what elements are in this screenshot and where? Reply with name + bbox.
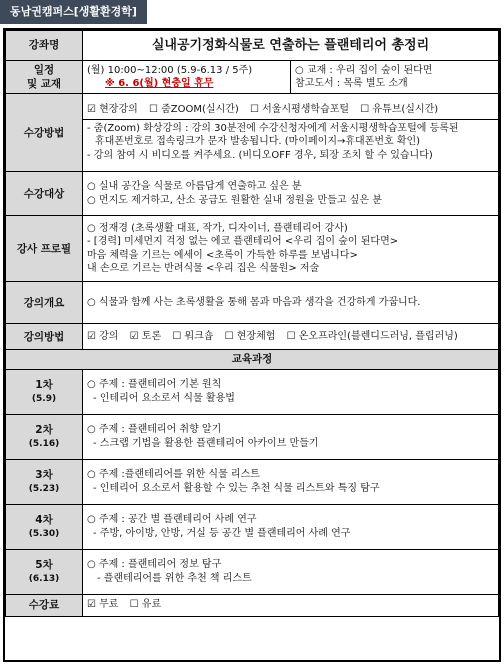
instructor-label: 강사 프로필 — [6, 216, 83, 282]
target-label: 수강대상 — [6, 172, 83, 216]
option-field[interactable]: ☐ 현장체험 — [224, 331, 276, 343]
session-2-label: 2차 (5.16) — [6, 414, 83, 459]
session-3-label: 3차 (5.23) — [6, 459, 83, 504]
option-portal[interactable]: ☐ 서울시평생학습포털 — [249, 104, 350, 116]
session-4-content: ○ 주제 : 공간 별 플랜테리어 사례 연구 - 주방, 아이방, 안방, 거실 등 공간 별 플랜테리어 사례 연구 — [83, 504, 499, 549]
session-5-label: 5차 (6.13) — [6, 549, 83, 594]
option-free[interactable]: ☑ 무료 — [87, 599, 119, 611]
course-title-label: 강좌명 — [6, 31, 83, 61]
session-3-content: ○ 주제 :플랜테리어를 위한 식물 리스트 - 인테리어 요소로서 활용할 수 있는 추천 식물 리스트와 특징 탐구 — [83, 459, 499, 504]
method-note-2: 휴대폰번호로 접속링크가 문자 발송됩니다. (마이페이지→휴대폰번호 확인) — [95, 136, 421, 148]
schedule-time-cell — [83, 61, 291, 94]
target-cell — [83, 172, 499, 216]
holiday-notice: ※ 6. 6(월) 현충일 휴무 — [105, 78, 214, 90]
target-line-2: ○ 먼지도 제거하고, 산소 공급도 원활한 실내 정원을 만들고 싶은 분 — [87, 194, 382, 206]
curriculum-header: 교육과정 — [6, 350, 499, 369]
session-row — [6, 504, 499, 549]
course-sheet — [3, 28, 501, 662]
overview-text: ○ 식물과 함께 사는 초록생활을 통해 몸과 마음과 생각을 건강하게 가꿉니다. — [83, 282, 499, 324]
lecture-method-label: 강의방법 — [6, 324, 83, 350]
reference-book: 참고도서 : 목록 별도 소개 — [295, 78, 408, 90]
instructor-name: ○ 정재경 (초록생활 대표, 작가, 디자이너, 플랜테리어 강사) — [87, 222, 348, 234]
option-youtube[interactable]: ☐ 유튜브(실시간) — [360, 104, 439, 116]
fee-cell — [83, 594, 499, 616]
lecture-method-cell — [83, 324, 499, 350]
textbook: ○ 교재 : 우리 집이 숲이 된다면 — [295, 64, 433, 76]
instructor-career: - [경력] 미세먼지 걱정 없는 에코 플랜테리어 <우리 집이 숲이 된다면> — [87, 236, 399, 248]
instructor-book-3: 내 손으로 기르는 반려식물 <우리 집은 식물원> 저술 — [87, 263, 320, 275]
option-paid[interactable]: ☐ 유료 — [129, 599, 162, 611]
option-onsite[interactable]: ☑ 현장강의 — [87, 104, 138, 116]
method-note-3: - 강의 참여 시 비디오를 켜주세요. (비디오OFF 경우, 퇴장 조치 할 수 있습니다) — [87, 149, 433, 161]
session-2-content: ○ 주제 : 플랜테리어 취향 알기 - 스크랩 기법을 활용한 플랜테리어 아카이브 만들기 — [83, 414, 499, 459]
session-1-content: ○ 주제 : 플랜테리어 기본 원칙 - 인테리어 요소로서 식물 활용법 — [83, 369, 499, 414]
session-4-label: 4차 (5.30) — [6, 504, 83, 549]
option-discussion[interactable]: ☑ 토론 — [129, 331, 162, 343]
textbook-cell — [291, 61, 499, 94]
session-row — [6, 459, 499, 504]
campus-banner: 동남권캠퍼스[생활환경학] — [0, 0, 147, 24]
instructor-cell — [83, 216, 499, 282]
option-lecture[interactable]: ☑ 강의 — [87, 331, 119, 343]
course-title: 실내공기정화식물로 연출하는 플랜테리어 총정리 — [83, 31, 499, 61]
overview-label: 강의개요 — [6, 282, 83, 324]
session-row — [6, 549, 499, 594]
option-blended[interactable]: ☐ 온오프라인(블렌디드러닝, 플립러닝) — [286, 331, 458, 343]
option-zoom[interactable]: ☐ 줌ZOOM(실시간) — [148, 104, 239, 116]
target-line-1: ○ 실내 공간을 식물로 아름답게 연출하고 싶은 분 — [87, 181, 302, 193]
course-table — [5, 30, 499, 617]
fee-label: 수강료 — [6, 594, 83, 616]
session-1-label: 1차 (5.9) — [6, 369, 83, 414]
instructor-book-2: 마음 체력을 기르는 에세이 <초록이 가득한 하루를 보냅니다> — [87, 249, 358, 261]
schedule-label: 일정 및 교재 — [6, 61, 83, 94]
method-label: 수강방법 — [6, 94, 83, 172]
session-row — [6, 414, 499, 459]
method-note-1: - 줌(Zoom) 화상강의 : 강의 30분전에 수강신청자에게 서울시평생학습포털에 등록된 — [87, 122, 459, 134]
method-cell — [83, 94, 499, 172]
session-row — [6, 369, 499, 414]
schedule-time: (월) 10:00~12:00 (5.9-6.13 / 5주) — [87, 64, 253, 76]
session-5-content: ○ 주제 : 플랜테리어 정보 탐구 - 플랜테리어를 위한 추천 책 리스트 — [83, 549, 499, 594]
option-workshop[interactable]: ☐ 워크숍 — [172, 331, 214, 343]
